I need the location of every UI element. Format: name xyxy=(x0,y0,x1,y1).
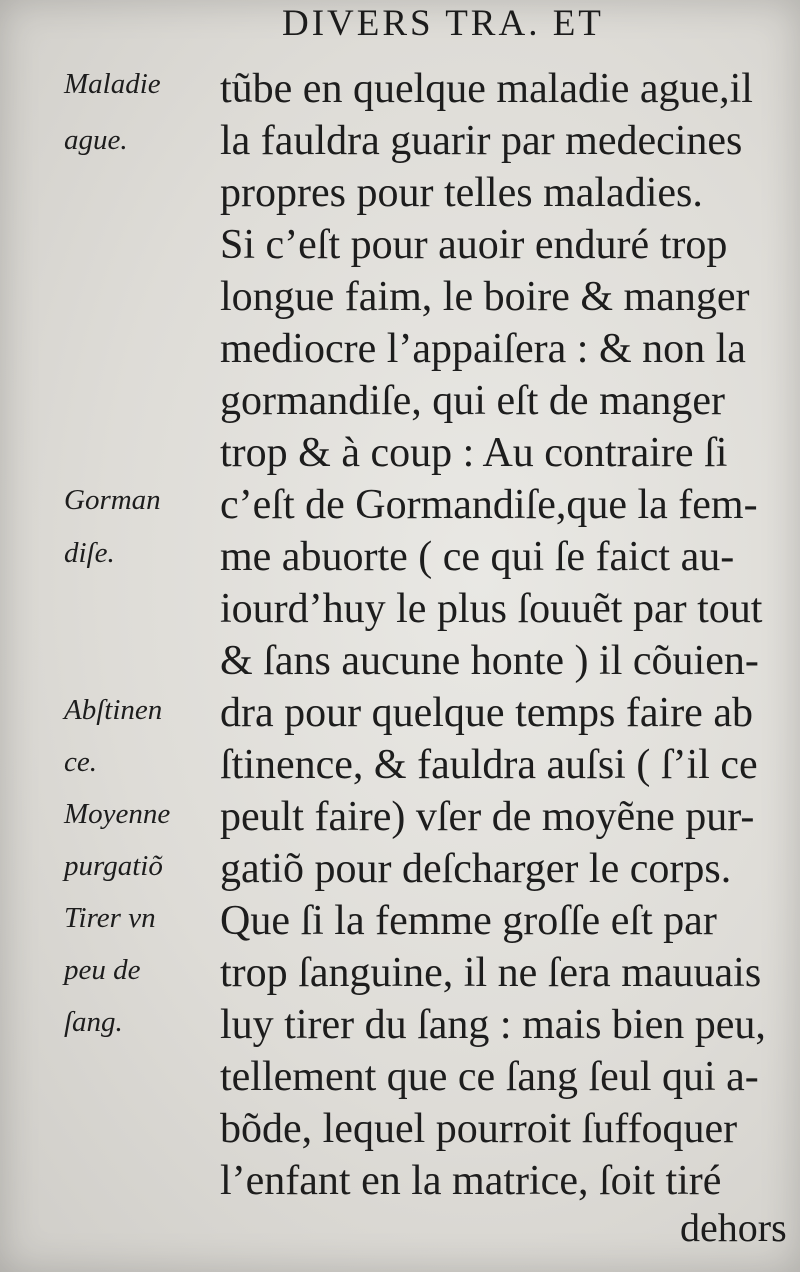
margin-note: diſe. xyxy=(64,537,115,569)
text-line: longue faim, le boire & manger xyxy=(220,274,750,320)
text-line: gormandiſe, qui eſt de manger xyxy=(220,378,726,424)
margin-note: Abſtinen xyxy=(64,694,163,726)
text-line: Si c’eſt pour auoir enduré trop xyxy=(220,222,728,268)
text-line: & ſans aucune honte ) il cõuien- xyxy=(220,638,759,684)
text-line: mediocre l’appaiſera : & non la xyxy=(220,326,746,372)
margin-note: Maladie xyxy=(64,68,161,100)
margin-note: ague. xyxy=(64,124,128,156)
margin-note: Tirer vn xyxy=(64,902,156,934)
text-line: ſtinence, & fauldra auſsi ( ſ’il ce xyxy=(220,742,758,788)
margin-note: purgatiõ xyxy=(64,850,163,882)
text-line: tellement que ce ſang ſeul qui a- xyxy=(220,1054,759,1100)
text-line: me abuorte ( ce qui ſe faict au- xyxy=(220,534,735,580)
text-line: luy tirer du ſang : mais bien peu, xyxy=(220,1002,766,1048)
text-line: peult faire) vſer de moyẽne pur- xyxy=(220,794,755,840)
margin-note: Gorman xyxy=(64,484,161,516)
running-head: DIVERS TRA. ET xyxy=(282,3,604,44)
margin-note: Moyenne xyxy=(64,798,171,830)
text-line: la fauldra guarir par medecines xyxy=(220,118,743,164)
text-line: Que ſi la femme groſſe eſt par xyxy=(220,898,717,944)
text-line: dra pour quelque temps faire ab xyxy=(220,690,753,736)
text-line: propres pour telles maladies. xyxy=(220,170,703,216)
text-line: gatiõ pour deſcharger le corps. xyxy=(220,846,732,892)
text-line: trop ſanguine, il ne ſera mauuais xyxy=(220,950,762,996)
text-line: c’eſt de Gormandiſe,que la fem- xyxy=(220,482,758,528)
text-line: trop & à coup : Au contraire ſi xyxy=(220,430,728,476)
margin-note: ce. xyxy=(64,746,97,778)
margin-note: peu de xyxy=(64,954,141,986)
text-line: l’enfant en la matrice, ſoit tiré xyxy=(220,1158,722,1204)
text-line: tũbe en quelque maladie ague,il xyxy=(220,66,753,112)
text-line: bõde, lequel pourroit ſuffoquer xyxy=(220,1106,738,1152)
catchword: dehors xyxy=(680,1205,787,1250)
margin-note: ſang. xyxy=(64,1006,123,1038)
text-line: iourd’huy le plus ſouuẽt par tout xyxy=(220,586,763,632)
